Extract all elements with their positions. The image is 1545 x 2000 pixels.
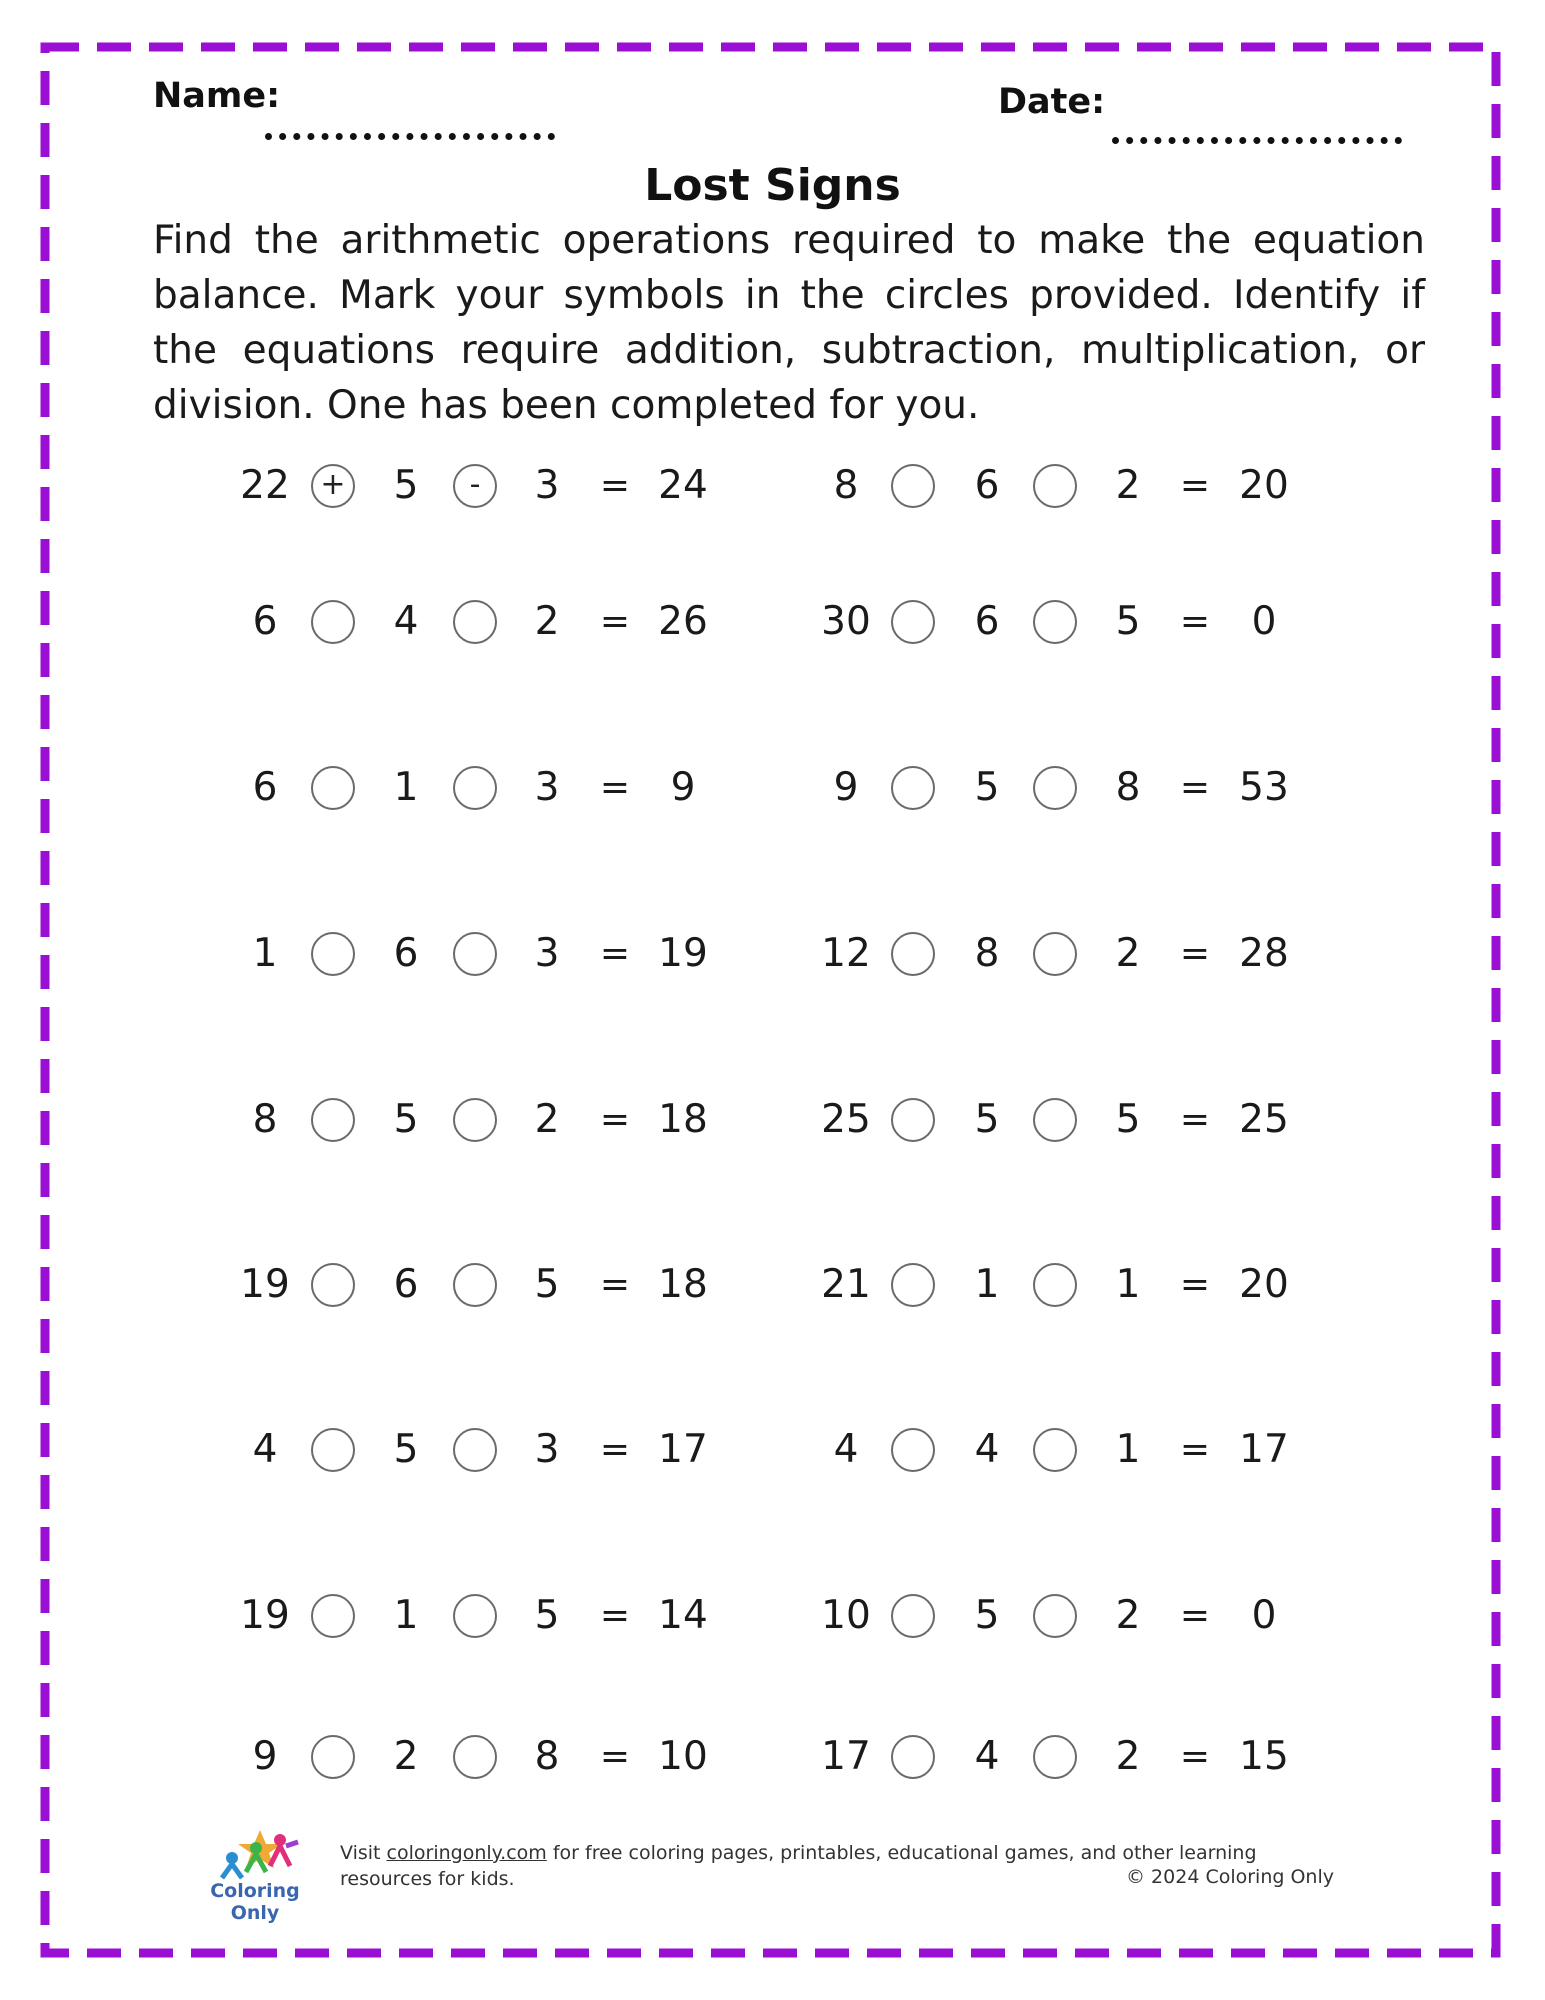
operator-circle[interactable] xyxy=(891,1594,935,1638)
operand-a: 9 xyxy=(252,1734,278,1779)
operator-circle[interactable] xyxy=(891,600,935,644)
operand-b: 1 xyxy=(974,1262,1000,1307)
equation-result: 19 xyxy=(658,931,708,976)
equation-result: 20 xyxy=(1239,1262,1289,1307)
footer-link[interactable]: coloringonly.com xyxy=(386,1842,547,1864)
operand-c: 2 xyxy=(1115,1593,1141,1638)
operator-circle[interactable] xyxy=(1033,1098,1077,1142)
operator-circle[interactable] xyxy=(891,932,935,976)
operand-b: 4 xyxy=(974,1427,1000,1472)
name-field-line[interactable] xyxy=(265,133,555,140)
name-label: Name: xyxy=(153,76,281,116)
operand-a: 8 xyxy=(833,463,859,508)
operand-b: 2 xyxy=(393,1734,419,1779)
footer-rest: for free coloring pages, printables, educational games, and other learning resources for kids. xyxy=(340,1842,1257,1890)
operator-circle[interactable] xyxy=(453,1594,497,1638)
date-field-line[interactable] xyxy=(1112,137,1402,144)
operand-c: 3 xyxy=(534,463,560,508)
operator-circle[interactable] xyxy=(453,1735,497,1779)
equation-result: 0 xyxy=(1251,599,1277,644)
operand-c: 5 xyxy=(1115,599,1141,644)
instructions-text: Find the arithmetic operations required to make the equation balance. Mark your symbols in the circles provided. Identify if the equations require addition, subtraction, multiplication, or division. One has been completed for you. xyxy=(153,218,1425,428)
equation-result: 25 xyxy=(1239,1097,1289,1142)
date-label: Date: xyxy=(998,82,1106,122)
equals-sign: = xyxy=(599,601,631,642)
equation-result: 9 xyxy=(670,765,696,810)
equals-sign: = xyxy=(599,933,631,974)
operand-a: 12 xyxy=(821,931,871,976)
operator-circle[interactable] xyxy=(891,1735,935,1779)
equals-sign: = xyxy=(599,1099,631,1140)
operand-c: 8 xyxy=(1115,765,1141,810)
operator-circle[interactable] xyxy=(1033,1735,1077,1779)
operand-c: 3 xyxy=(534,1427,560,1472)
operand-b: 6 xyxy=(393,931,419,976)
equals-sign: = xyxy=(1179,933,1211,974)
operand-c: 2 xyxy=(1115,1734,1141,1779)
operand-a: 25 xyxy=(821,1097,871,1142)
equals-sign: = xyxy=(599,767,631,808)
operand-a: 19 xyxy=(240,1593,290,1638)
equals-sign: = xyxy=(599,1595,631,1636)
equation-result: 0 xyxy=(1251,1593,1277,1638)
operand-a: 9 xyxy=(833,765,859,810)
footer-visit: Visit xyxy=(340,1842,387,1864)
operator-circle[interactable] xyxy=(891,1428,935,1472)
operator-circle[interactable] xyxy=(1033,464,1077,508)
operand-b: 6 xyxy=(974,463,1000,508)
operand-c: 5 xyxy=(1115,1097,1141,1142)
equation-result: 14 xyxy=(658,1593,708,1638)
operator-circle[interactable] xyxy=(453,600,497,644)
operand-c: 5 xyxy=(534,1262,560,1307)
operator-circle[interactable] xyxy=(453,1098,497,1142)
equation-result: 20 xyxy=(1239,463,1289,508)
operator-circle[interactable] xyxy=(453,1428,497,1472)
operator-circle[interactable] xyxy=(311,1735,355,1779)
operand-a: 6 xyxy=(252,599,278,644)
operand-a: 21 xyxy=(821,1262,871,1307)
equation-result: 53 xyxy=(1239,765,1289,810)
equals-sign: = xyxy=(599,1429,631,1470)
operator-circle[interactable] xyxy=(453,1263,497,1307)
operator-circle[interactable] xyxy=(311,1098,355,1142)
operand-b: 8 xyxy=(974,931,1000,976)
equals-sign: = xyxy=(1179,1595,1211,1636)
equals-sign: = xyxy=(1179,1264,1211,1305)
operand-b: 4 xyxy=(393,599,419,644)
operand-c: 1 xyxy=(1115,1262,1141,1307)
operator-circle[interactable] xyxy=(891,464,935,508)
operand-a: 10 xyxy=(821,1593,871,1638)
operand-a: 1 xyxy=(252,931,278,976)
operand-c: 2 xyxy=(1115,931,1141,976)
equals-sign: = xyxy=(1179,465,1211,506)
operand-b: 5 xyxy=(974,1593,1000,1638)
equation-result: 15 xyxy=(1239,1734,1289,1779)
operator-circle[interactable] xyxy=(1033,1428,1077,1472)
operator-circle[interactable] xyxy=(1033,1263,1077,1307)
operator-circle[interactable] xyxy=(453,766,497,810)
equation-result: 10 xyxy=(658,1734,708,1779)
operator-circle[interactable]: + xyxy=(311,464,355,508)
operator-circle[interactable] xyxy=(1033,600,1077,644)
copyright-text: © 2024 Coloring Only xyxy=(1126,1866,1334,1888)
equals-sign: = xyxy=(1179,1736,1211,1777)
operator-circle[interactable] xyxy=(891,1098,935,1142)
operand-c: 1 xyxy=(1115,1427,1141,1472)
equation-result: 18 xyxy=(658,1097,708,1142)
equals-sign: = xyxy=(1179,601,1211,642)
equation-result: 17 xyxy=(658,1427,708,1472)
operand-b: 1 xyxy=(393,1593,419,1638)
operand-a: 6 xyxy=(252,765,278,810)
equals-sign: = xyxy=(1179,1099,1211,1140)
operand-b: 5 xyxy=(393,463,419,508)
operand-c: 2 xyxy=(534,1097,560,1142)
operand-a: 30 xyxy=(821,599,871,644)
operand-c: 8 xyxy=(534,1734,560,1779)
equation-result: 26 xyxy=(658,599,708,644)
equals-sign: = xyxy=(599,1264,631,1305)
operator-circle[interactable] xyxy=(1033,766,1077,810)
operator-circle[interactable] xyxy=(311,766,355,810)
worksheet-title: Lost Signs xyxy=(644,160,901,211)
operand-a: 17 xyxy=(821,1734,871,1779)
operand-b: 5 xyxy=(393,1097,419,1142)
operand-a: 4 xyxy=(833,1427,859,1472)
equals-sign: = xyxy=(1179,1429,1211,1470)
equals-sign: = xyxy=(599,465,631,506)
operator-circle[interactable] xyxy=(311,1263,355,1307)
operand-a: 22 xyxy=(240,463,290,508)
equation-result: 24 xyxy=(658,463,708,508)
operator-circle[interactable] xyxy=(311,600,355,644)
operator-circle[interactable] xyxy=(311,932,355,976)
equation-result: 28 xyxy=(1239,931,1289,976)
operand-c: 2 xyxy=(1115,463,1141,508)
operand-a: 4 xyxy=(252,1427,278,1472)
operand-c: 3 xyxy=(534,765,560,810)
operand-b: 5 xyxy=(974,1097,1000,1142)
operand-b: 5 xyxy=(974,765,1000,810)
operand-c: 2 xyxy=(534,599,560,644)
operator-circle[interactable] xyxy=(1033,932,1077,976)
operator-circle[interactable] xyxy=(1033,1594,1077,1638)
operand-b: 6 xyxy=(393,1262,419,1307)
operator-circle[interactable] xyxy=(311,1428,355,1472)
operand-b: 6 xyxy=(974,599,1000,644)
equation-result: 18 xyxy=(658,1262,708,1307)
equals-sign: = xyxy=(1179,767,1211,808)
operator-circle[interactable] xyxy=(453,932,497,976)
operand-c: 5 xyxy=(534,1593,560,1638)
operand-a: 8 xyxy=(252,1097,278,1142)
operator-circle[interactable] xyxy=(311,1594,355,1638)
operand-b: 4 xyxy=(974,1734,1000,1779)
operand-c: 3 xyxy=(534,931,560,976)
operand-a: 19 xyxy=(240,1262,290,1307)
operator-circle[interactable] xyxy=(891,1263,935,1307)
equation-result: 17 xyxy=(1239,1427,1289,1472)
operator-circle[interactable] xyxy=(891,766,935,810)
operand-b: 1 xyxy=(393,765,419,810)
operand-b: 5 xyxy=(393,1427,419,1472)
operator-circle[interactable]: - xyxy=(453,464,497,508)
logo-text: Coloring Only xyxy=(210,1880,300,1924)
equals-sign: = xyxy=(599,1736,631,1777)
